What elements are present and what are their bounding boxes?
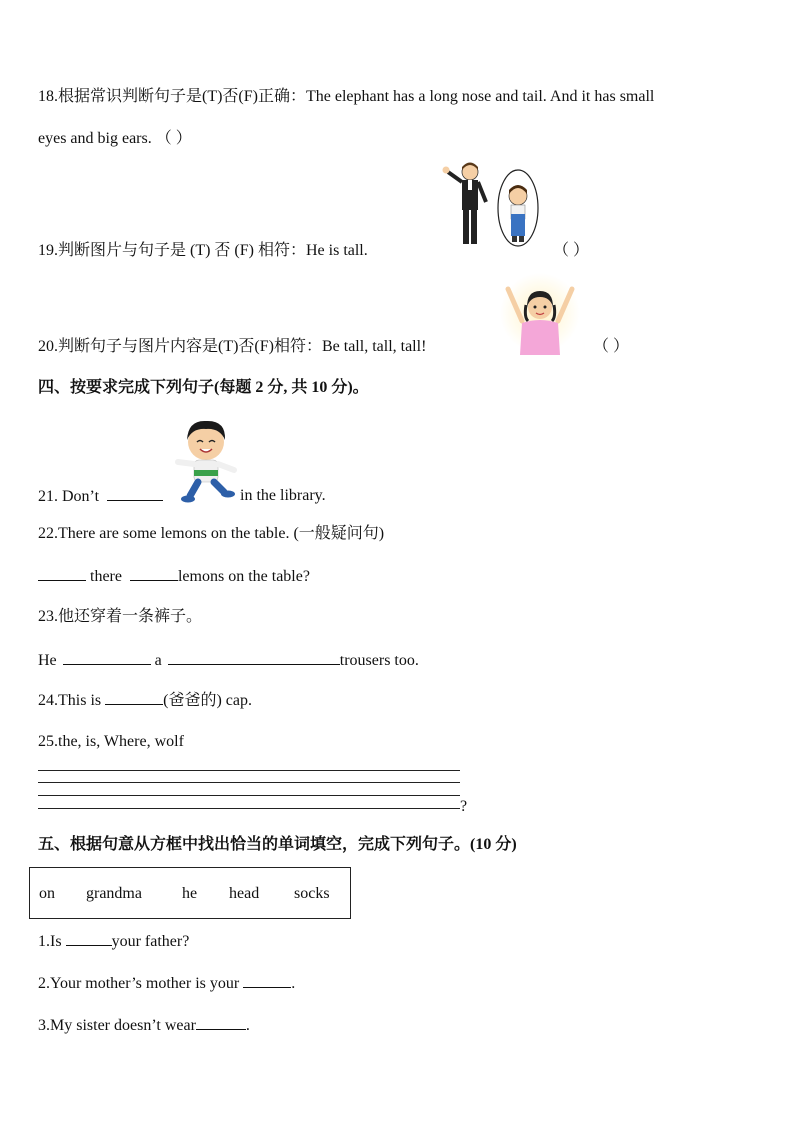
q19-answer-parens: （ ） [553, 242, 590, 259]
s5-q1-line [38, 931, 189, 952]
q24-line [38, 690, 252, 711]
word-bank-item: on [39, 885, 55, 902]
s5-q2-blank[interactable] [243, 973, 291, 988]
q22-answer-mid: there [90, 568, 122, 585]
q24-after: (爸爸的) cap. [163, 692, 252, 709]
section4-title: 四、按要求完成下列句子(每题 2 分, 共 10 分)。 [38, 379, 369, 396]
s5-q1-blank[interactable] [66, 931, 112, 946]
s5-q3-before: 3.My sister doesn’t wear [38, 1017, 196, 1034]
q23-word-end: trousers too. [339, 652, 419, 669]
q23-blank-1[interactable] [63, 650, 151, 665]
s5-q3-line [38, 1015, 250, 1036]
word-bank-item: head [229, 885, 260, 902]
q24-before: 24.This is [38, 692, 102, 709]
q20-answer-parens: （ ） [593, 338, 630, 355]
q23-answer-line [38, 650, 419, 671]
q25-answer-rule-2[interactable] [38, 782, 460, 783]
q22-answer-end: lemons on the table? [177, 568, 310, 585]
running-boy-illustration [174, 418, 238, 504]
q25-answer-rule-4[interactable] [38, 808, 460, 809]
word-bank-item: he [182, 885, 198, 902]
q22-prompt: 22.There are some lemons on the table. (一般疑问句) [38, 525, 385, 542]
q21-line [38, 486, 163, 507]
q23-blank-2[interactable] [168, 650, 340, 665]
section5-title: 五、根据句意从方框中找出恰当的单词填空，完成下列句子。(10 分) [38, 836, 517, 853]
q22-blank-2[interactable] [130, 566, 178, 581]
s5-q2-line [38, 973, 295, 994]
q18-line1: 18.根据常识判断句子是(T)否(F)正确：The elephant has a long nose and tail. And it has small [38, 88, 655, 105]
word-bank-item: socks [294, 885, 330, 902]
s5-q2-before: 2.Your mother’s mother is your [38, 975, 240, 992]
q23-word-a: a [154, 652, 162, 669]
q23-prompt: 23.他还穿着一条裤子。 [38, 608, 203, 625]
q21-before: 21. Don’t [38, 488, 100, 505]
q25-prompt: 25.the, is, Where, wolf [38, 733, 184, 750]
s5-q3-blank[interactable] [196, 1015, 246, 1030]
word-bank-item: grandma [86, 885, 142, 902]
q18-line2: eyes and big ears. （ ） [38, 130, 192, 147]
q23-word-he: He [38, 652, 57, 669]
word-bank-box [29, 867, 351, 919]
q24-blank[interactable] [105, 690, 163, 705]
s5-q1-after: your father? [111, 933, 190, 950]
q25-answer-rule-1[interactable] [38, 770, 460, 771]
q25-answer-rule-3[interactable] [38, 795, 460, 796]
tall-man-and-boy-illustration [436, 158, 548, 250]
q25-question-mark: ? [460, 798, 468, 815]
q20-text: 20.判断句子与图片内容是(T)否(F)相符：Be tall, tall, tall! [38, 338, 427, 355]
s5-q2-after: . [291, 975, 296, 992]
q21-after: in the library. [240, 487, 326, 504]
girl-raising-arms-illustration [500, 271, 580, 355]
s5-q1-before: 1.Is [38, 933, 62, 950]
s5-q3-after: . [245, 1017, 250, 1034]
q19-text: 19.判断图片与句子是 (T) 否 (F) 相符：He is tall. [38, 242, 368, 259]
q22-blank-1[interactable] [38, 566, 86, 581]
q21-blank[interactable] [107, 486, 163, 501]
q22-answer-line [38, 566, 310, 587]
